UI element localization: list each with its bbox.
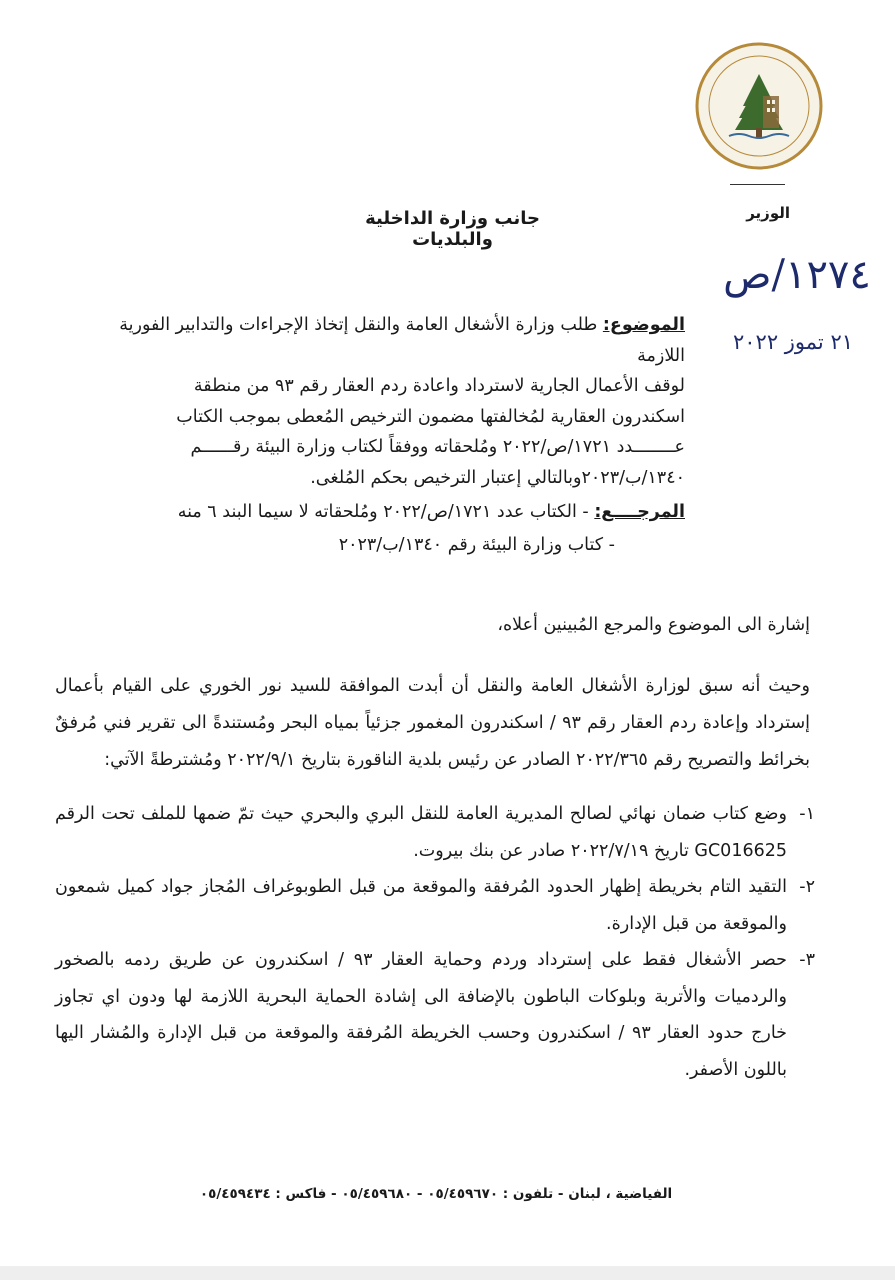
subject-block xyxy=(100,310,685,493)
condition-item xyxy=(55,796,815,869)
condition-text: حصر الأشغال فقط على إسترداد وردم وحماية العقار ٩٣ / اسكندرون عن طريق ردمه بالصخور والردميات والأتربة وبلوكات الباطون بالإضافة الى إشادة الحماية البحرية اللازمة لها ودون اي تجاوز خارج حدود العقار ٩٣ / اسكندرون وحسب الخريطة المُرفقة والموقعة من قبل الإدارة والمُشار اليها باللون الأصفر. xyxy=(55,950,787,1080)
handwritten-date: ٢١ تموز ٢٠٢٢ xyxy=(732,330,853,354)
condition-item xyxy=(55,869,815,942)
handwritten-reference-number: ١٢٧٤/ص xyxy=(723,252,871,298)
subject-line-1 xyxy=(100,310,685,371)
scan-bottom-edge xyxy=(0,1266,895,1280)
condition-item xyxy=(55,942,815,1088)
condition-text: وضع كتاب ضمان نهائي لصالح المديرية العامة للنقل البري والبحري حيث تمّ ضمها للملف تحت الرقم GC016625 تاريخ ٢٠٢٢/٧/١٩ صادر عن بنك بيروت. xyxy=(55,804,787,861)
condition-number: ١- xyxy=(799,804,815,824)
reference-line-2: - كتاب وزارة البيئة رقم ١٣٤٠/ب/٢٠٢٣ xyxy=(338,535,615,555)
subject-line-4: عــــــــدد ١٧٢١/ص/٢٠٢٢ ومُلحقاته ووفقاً لكتاب وزارة البيئة رقــــــم xyxy=(190,437,685,457)
reference-line-1 xyxy=(100,496,685,529)
condition-number: ٣- xyxy=(799,950,815,970)
footer-contact-info: الفياضية ، لبنان - تلفون : ٠٥/٤٥٩٦٧٠ - ٠٥/٤٥٩٦٨٠ - فاكس : ٠٥/٤٥٩٤٣٤ xyxy=(199,1186,673,1202)
reference-label: المرجــــع: xyxy=(594,502,685,522)
main-paragraph: وحيث أنه سبق لوزارة الأشغال العامة والنقل أن أبدت الموافقة للسيد نور الخوري على القيام بأعمال إسترداد وإعادة ردم العقار رقم ٩٣ / اسكندرون المغمور جزئياً بمياه البحر ومُستندةً الى تقرير فني مُرفقٌ بخرائط والتصريح رقم ٢٠٢٢/٣٦٥ الصادر عن رئيس بلدية الناقورة بتاريخ ٢٠٢٢/٩/١ ومُشترطةً الآتي: xyxy=(55,676,810,770)
subject-line-5: ١٣٤٠/ب/٢٠٢٣وبالتالي إعتبار الترخيص بحكم المُلغى. xyxy=(310,467,685,488)
subject-text: طلب وزارة الأشغال العامة والنقل إتخاذ الإجراءات والتدابير الفورية اللازمة xyxy=(119,315,685,366)
subject-line-2: لوقف الأعمال الجارية لاسترداد واعادة ردم العقار رقم ٩٣ من منطقة xyxy=(193,376,685,396)
conditions-list xyxy=(55,796,815,1088)
minister-label: الوزير xyxy=(746,204,790,222)
addressee: جانب وزارة الداخلية والبلديات xyxy=(365,208,540,250)
subject-label: الموضوع: xyxy=(602,315,685,335)
condition-text: التقيد التام بخريطة إظهار الحدود المُرفقة والموقعة من قبل الطوبوغراف المُجاز جواد كميل شمعون والموقعة من قبل الإدارة. xyxy=(55,877,787,934)
seal-divider-line xyxy=(730,184,785,185)
subject-line-3: اسكندرون العقارية لمُخالفتها مضمون الترخيص المُعطى بموجب الكتاب xyxy=(176,406,685,427)
ministry-seal-emblem xyxy=(693,40,825,172)
reference-block xyxy=(100,496,685,562)
reference-text-1: - الكتاب عدد ١٧٢١/ص/٢٠٢٢ ومُلحقاته لا سيما البند ٦ منه xyxy=(177,502,589,522)
condition-number: ٢- xyxy=(799,877,815,897)
intro-paragraph: إشارة الى الموضوع والمرجع المُبينين أعلاه، xyxy=(497,615,810,635)
